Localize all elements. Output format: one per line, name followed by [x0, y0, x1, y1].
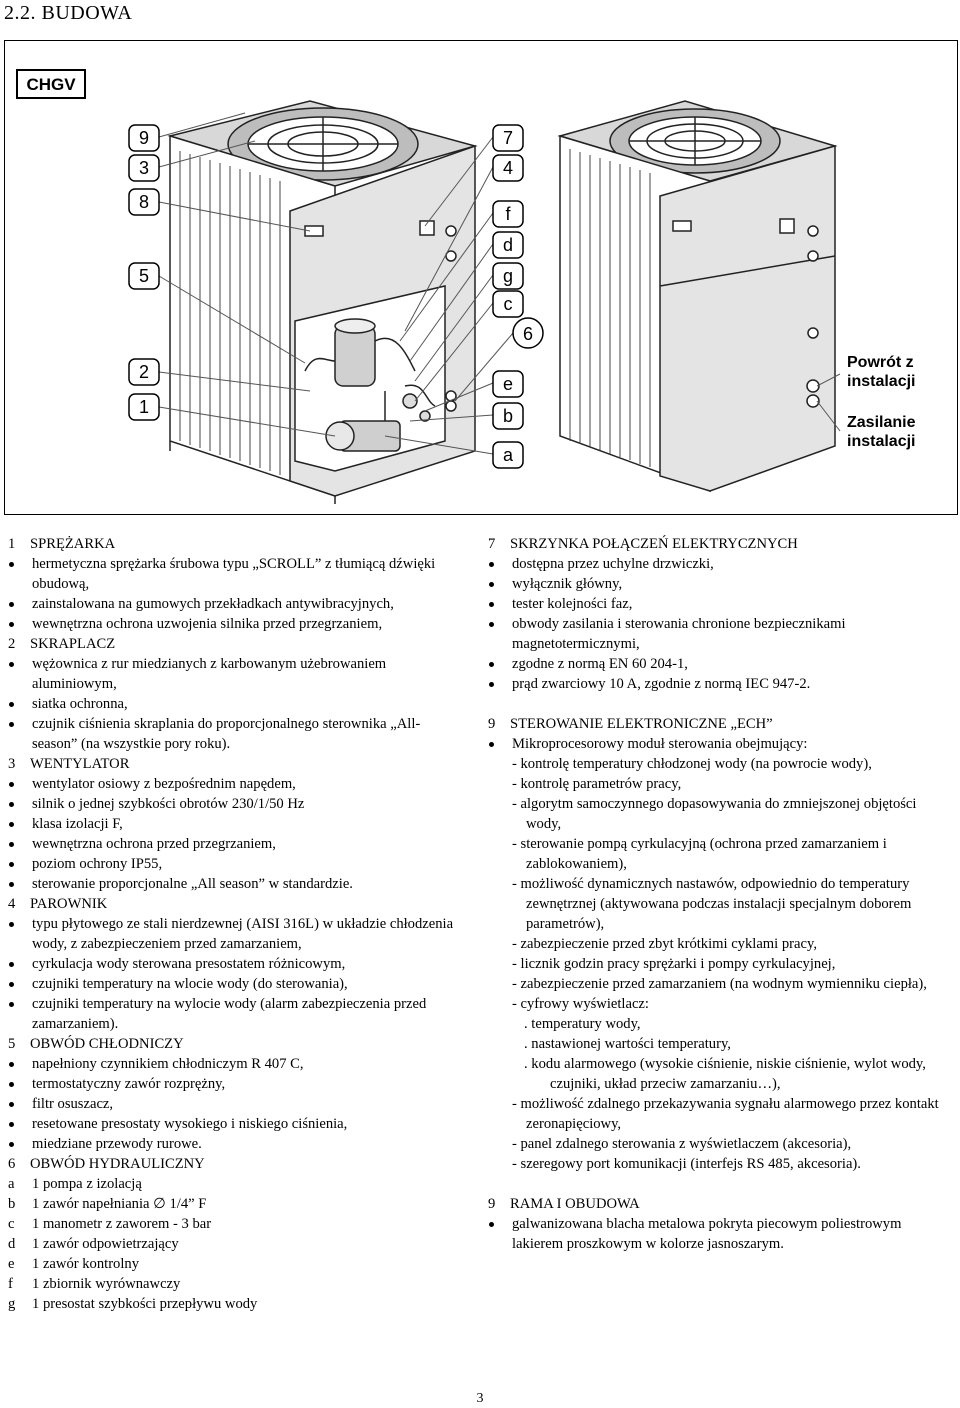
dash-item: - kontrolę parametrów pracy, [512, 776, 682, 792]
dash-item: - możliwość zdalnego przekazywania sygnału alarmowego przez kontakt zeronapięciowy, [512, 1096, 939, 1132]
page-number: 3 [476, 1391, 484, 1406]
list-item: galwanizowana blacha metalowa pokryta piecowym poliestrowym lakierem proszkowym w kolorze jasnoszarym. [488, 1214, 953, 1254]
model-label-text: CHGV [26, 75, 76, 94]
lettered-item: e 1 zawór kontrolny [8, 1256, 139, 1272]
callout-1 [129, 394, 159, 420]
model-label [17, 70, 85, 98]
left-callouts [129, 125, 159, 420]
display-sub-item: . nastawionej wartości temperatury, [524, 1036, 731, 1052]
callout-2 [129, 359, 159, 385]
list-item: resetowane presostaty wysokiego i niskiego ciśnienia, [8, 1114, 458, 1134]
svg-text:f: f [505, 204, 511, 224]
svg-text:g: g [502, 266, 514, 286]
svg-text:c: c [503, 294, 513, 314]
section-heading: 2.2. BUDOWA [4, 2, 133, 24]
dash-item: - licznik godzin pracy sprężarki i pompy cyrkulacyjnej, [512, 956, 836, 972]
unit-illustration [4, 40, 958, 515]
list-item: wewnętrzna ochrona przed przegrzaniem, [8, 834, 458, 854]
list-item: tester kolejności faz, [488, 594, 953, 614]
section-9-control-heading: 9 STEROWANIE ELEKTRONICZNE „ECH” [488, 716, 773, 732]
lettered-item: a 1 pompa z izolacją [8, 1176, 142, 1192]
list-item: filtr osuszacz, [8, 1094, 458, 1114]
list-item: typu płytowego ze stali nierdzewnej (AISI 316L) w układzie chłodzenia wody, z zabezpieczeniem przed zamarzaniem, [8, 914, 458, 954]
section-3-heading: 3 WENTYLATOR [8, 756, 130, 772]
list-item: Mikroprocesorowy moduł sterowania obejmujący: [488, 734, 953, 754]
callout-d [493, 232, 523, 258]
lettered-item: c 1 manometr z zaworem - 3 bar [8, 1216, 212, 1232]
svg-text:4: 4 [502, 158, 514, 178]
list-item: dostępna przez uchylne drzwiczki, [488, 554, 953, 574]
svg-text:1: 1 [138, 397, 150, 417]
dash-item: - zabezpieczenie przed zbyt krótkimi cyklami pracy, [512, 936, 817, 952]
callout-3 [129, 155, 159, 181]
section-7-heading: 7 SKRZYNKA POŁĄCZEŃ ELEKTRYCZNYCH [488, 536, 798, 552]
supply-label-line1: Zasilanie [847, 414, 916, 431]
svg-text:2: 2 [138, 362, 150, 382]
list-item: prąd zwarciowy 10 A, zgodnie z normą IEC 947-2. [488, 674, 953, 694]
lettered-item: f 1 zbiornik wyrównawczy [8, 1276, 181, 1292]
svg-text:6: 6 [522, 324, 534, 344]
water-labels [847, 354, 916, 450]
chiller-unit-closed [560, 101, 835, 491]
list-item: silnik o jednej szybkości obrotów 230/1/50 Hz [8, 794, 458, 814]
list-item: cyrkulacja wody sterowana presostatem różnicowym, [8, 954, 458, 974]
display-sub-item: . temperatury wody, [524, 1016, 641, 1032]
callout-f [493, 201, 523, 227]
list-item: siatka ochronna, [8, 694, 458, 714]
list-item: wyłącznik główny, [488, 574, 953, 594]
callout-7 [493, 125, 523, 151]
svg-text:5: 5 [138, 266, 150, 286]
list-item: wentylator osiowy z bezpośrednim napędem, [8, 774, 458, 794]
dash-item: - możliwość dynamicznych nastawów, odpowiednio do temperatury zewnętrznej (aktywowana podczas instalacji specjalnym doborem parametrów), [512, 876, 912, 932]
lettered-item: d 1 zawór odpowietrzający [8, 1236, 179, 1252]
callout-5 [129, 263, 159, 289]
section-4-heading: 4 PAROWNIK [8, 896, 108, 912]
list-item: czujniki temperatury na wlocie wody (do sterowania), [8, 974, 458, 994]
callout-c [493, 291, 523, 317]
left-column [8, 534, 458, 1314]
right-callouts [493, 125, 543, 468]
callout-9 [129, 125, 159, 151]
list-item: napełniony czynnikiem chłodniczym R 407 C, [8, 1054, 458, 1074]
list-item: czujnik ciśnienia skraplania do proporcjonalnego sterownika „All-season” (na wszystkie pory roku). [8, 714, 458, 754]
callout-a [493, 442, 523, 468]
list-item: miedziane przewody rurowe. [8, 1134, 458, 1154]
section-6-heading: 6 OBWÓD HYDRAULICZNY [8, 1156, 205, 1172]
dash-item: - algorytm samoczynnego dopasowywania do zmniejszonej objętości wody, [512, 796, 917, 832]
svg-text:3: 3 [138, 158, 150, 178]
list-item: klasa izolacji F, [8, 814, 458, 834]
section-1-heading: 1 SPRĘŻARKA [8, 536, 116, 552]
callout-g [493, 263, 523, 289]
dash-item: - szeregowy port komunikacji (interfejs RS 485, akcesoria). [512, 1156, 861, 1172]
section-9-frame-heading: 9 RAMA I OBUDOWA [488, 1196, 640, 1212]
list-item: zgodne z normą EN 60 204-1, [488, 654, 953, 674]
supply-label-line2: instalacji [847, 433, 916, 450]
list-item: hermetyczna sprężarka śrubowa typu „SCROLL” z tłumiącą dźwięki obudową, [8, 554, 458, 594]
svg-text:a: a [502, 445, 514, 465]
list-item: obwody zasilania i sterowania chronione bezpiecznikami magnetotermicznymi, [488, 614, 953, 654]
callout-6 [513, 318, 543, 348]
lettered-item: g 1 presostat szybkości przepływu wody [8, 1296, 258, 1312]
return-label-line1: Powrót z [847, 354, 914, 371]
svg-text:9: 9 [138, 128, 150, 148]
callout-4 [493, 155, 523, 181]
dash-item: - cyfrowy wyświetlacz: [512, 996, 649, 1012]
list-item: sterowanie proporcjonalne „All season” w standardzie. [8, 874, 458, 894]
svg-text:8: 8 [138, 192, 150, 212]
right-column [488, 534, 953, 1254]
list-item: czujniki temperatury na wylocie wody (alarm zabezpieczenia przed zamarzaniem). [8, 994, 458, 1034]
list-item: poziom ochrony IP55, [8, 854, 458, 874]
callout-e [493, 371, 523, 397]
lettered-item: b 1 zawór napełniania ∅ 1/4” F [8, 1196, 207, 1212]
dash-item: - zabezpieczenie przed zamarzaniem (na wodnym wymienniku ciepła), [512, 976, 927, 992]
list-item: wężownica z rur miedzianych z karbowanym użebrowaniem aluminiowym, [8, 654, 458, 694]
callout-8 [129, 189, 159, 215]
display-sub-item: . kodu alarmowego (wysokie ciśnienie, niskie ciśnienie, wylot wody, czujniki, układ przeciw zamarzaniu…), [524, 1056, 926, 1092]
svg-text:b: b [502, 406, 514, 426]
dash-item: - sterowanie pompą cyrkulacyjną (ochrona przed zamarzaniem i zablokowaniem), [512, 836, 887, 872]
section-5-heading: 5 OBWÓD CHŁODNICZY [8, 1036, 184, 1052]
svg-text:7: 7 [502, 128, 514, 148]
list-item: wewnętrzna ochrona uzwojenia silnika przed przegrzaniem, [8, 614, 458, 634]
svg-text:e: e [502, 374, 514, 394]
dash-item: - panel zdalnego sterowania z wyświetlaczem (akcesoria), [512, 1136, 852, 1152]
section-2-heading: 2 SKRAPLACZ [8, 636, 116, 652]
return-label-line2: instalacji [847, 373, 916, 390]
callout-b [493, 403, 523, 429]
list-item: termostatyczny zawór rozprężny, [8, 1074, 458, 1094]
svg-text:d: d [502, 235, 514, 255]
list-item: zainstalowana na gumowych przekładkach antywibracyjnych, [8, 594, 458, 614]
dash-item: - kontrolę temperatury chłodzonej wody (na powrocie wody), [512, 756, 872, 772]
